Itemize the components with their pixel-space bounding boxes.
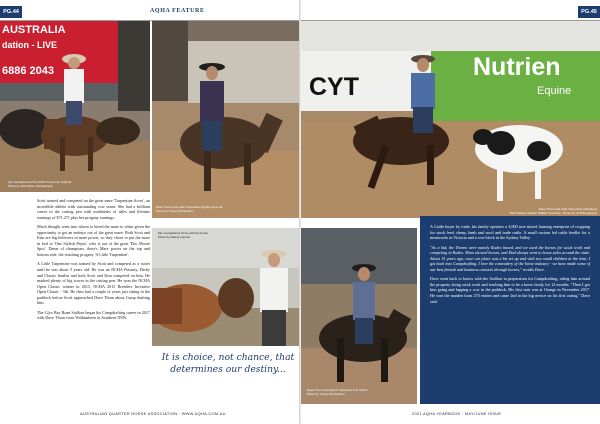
paragraph: Dave went back to basics with the Stallion in preparation for Campdrafting, riding him around the property doing stock work and teaching him to be a horse firstly for 12 months. "Then I got him going and lapping a cow in the paddock. His first start was at Orange in November 2017. He won the maiden from 270 entries and came 2nd in the big novice on his first outing," Dave said. — [430, 276, 590, 304]
pull-quote: It is choice, not chance, that determines our destiny... — [161, 352, 295, 375]
photo-caption — [8, 180, 71, 188]
caption-credit: Photo by Wild Wave Photography — [8, 184, 53, 188]
photo-dave-thorn-nutrien-classic — [301, 21, 600, 218]
paragraph: Scott trained and competed on the great mare 'Turpentine Acres', an incredible athlete with outstanding cow sense. She had a brilliant career in the cutting pen with multitudes of titles and lifetime earnings of $71,271 plus her progeny earnings. — [37, 198, 150, 220]
photo-dave-thorn-acha-image — [301, 228, 417, 404]
photo-caption — [467, 207, 597, 215]
caption-credit: Photo by Danny Lennon — [158, 235, 191, 239]
banner-equine: Equine — [537, 85, 572, 97]
page-number-left: PG.44 — [0, 6, 22, 18]
footer-right: 2021 AQHA YEARBOOK · MAY/JUNE ISSUE — [412, 411, 502, 416]
article-column-left — [37, 198, 150, 325]
caption-line: Kim Campbell at home with her horse — [158, 231, 209, 235]
banner-text-2: dation - LIVE — [2, 40, 57, 50]
caption-credit: Photo by Tracey Richardson — [307, 392, 345, 396]
footer-left: AUSTRALIAN QUARTER HORSE ASSOCIATION · WWW.AQHA.COM.AU — [80, 411, 226, 416]
photo-dave-thorn-nutrien-classic-image — [301, 21, 600, 218]
photo-dave-thorn-stallion-image — [152, 21, 299, 218]
caption-credit: Photo by Tracey Richardson — [156, 209, 194, 213]
paragraph: The 12yo Bay Roan Stallion began his Campdrafting career in 2017 with Dave Thorn from Wallumbeen in Southern NSW. — [37, 309, 150, 321]
paragraph: A Little Turpentine was trained by Scott and competed as a cutter until he was about 5 years old. He was an NCHA Futurity, Derby and Classic finalist and both Scott and Kim competed on him. He marked plenty of big scores in the cutting pen. He won the NCHA Open Classic winner in 2015, NCHA 2015 Breeders Incentive Open Classic - 5th. He then had a couple of years just sitting in the paddock before Scott approached Dave Thorn about Camp drafting him. — [37, 261, 150, 306]
caption-line: Dave Thorn and Little Turpentine (AQHA) at — [538, 207, 597, 211]
quote-paragraph: "As a kid, the Thorns were mainly Rodeo based, and we used the horses for stock work and competing in Rodeo. Mum showed horses, and Dad always went to horse sales around the state. About 15 years ago, once our place was a bit set up and with two small children at the time, I got back into Campdrafting. I love the comradery of the horse industry - we have made some of our best friends and business contacts through horses," recalls Dave. — [430, 244, 590, 272]
photo-caption — [156, 205, 222, 213]
article-column-right — [430, 224, 590, 308]
paragraph: Much thought went into whom to breed the mare to when given the opportunity to get an embryo out of the great mare. Both Scott and Kim are big believers in mare power, so they chose to put the mare in foal to 'One Stylish Pepto', who is out of the great 'Doc Moore Spot'. Dame of champions, there's Mare power on the top and bottom side, the resulting progeny 'A Little Turpentine'. — [37, 224, 150, 257]
caption-line: Dave Thorn and AQHA Turpentine 0 at ACHA — [307, 388, 368, 392]
page-gutter — [299, 0, 301, 424]
caption-credit: 2021 Nutrien Classic Stallion Incentive - Photo by Jo Photography — [509, 211, 597, 215]
paragraph: A Cattle buyer by trade, his family operates a 3,000 acre mixed farming enterprise of cropping for stock feed, sheep, lamb and wool and trade cattle. A small custom fed cattle feedlot for a meatworks in Victoria and a cow block in the Sydney Valley. — [430, 224, 590, 241]
banner-cyt: CYT — [309, 73, 359, 101]
photo-dave-thorn-stallion — [152, 21, 299, 218]
photo-dave-thorn-acha — [301, 228, 417, 404]
photo-kim-campbell-cutting — [0, 21, 150, 192]
page-number-right: PG.45 — [578, 6, 600, 18]
caption-line: Dave Thorn and Little Turpentine (AQHA) at an all — [156, 205, 223, 209]
article-panel-right — [420, 216, 600, 404]
photo-caption — [307, 388, 367, 396]
banner-text-1: AUSTRALIA — [2, 24, 66, 36]
banner-nutrien: Nutrien — [473, 53, 561, 81]
caption-line: Kim Campbell and the 2016 Turpentine (AQHA) — [8, 180, 72, 184]
photo-caption — [158, 231, 208, 239]
photo-kim-campbell-home-image — [152, 228, 299, 346]
banner-text-3: 6886 2043 — [2, 65, 54, 77]
photo-kim-campbell-home — [152, 228, 299, 346]
section-title: AQHA FEATURE — [150, 8, 205, 14]
